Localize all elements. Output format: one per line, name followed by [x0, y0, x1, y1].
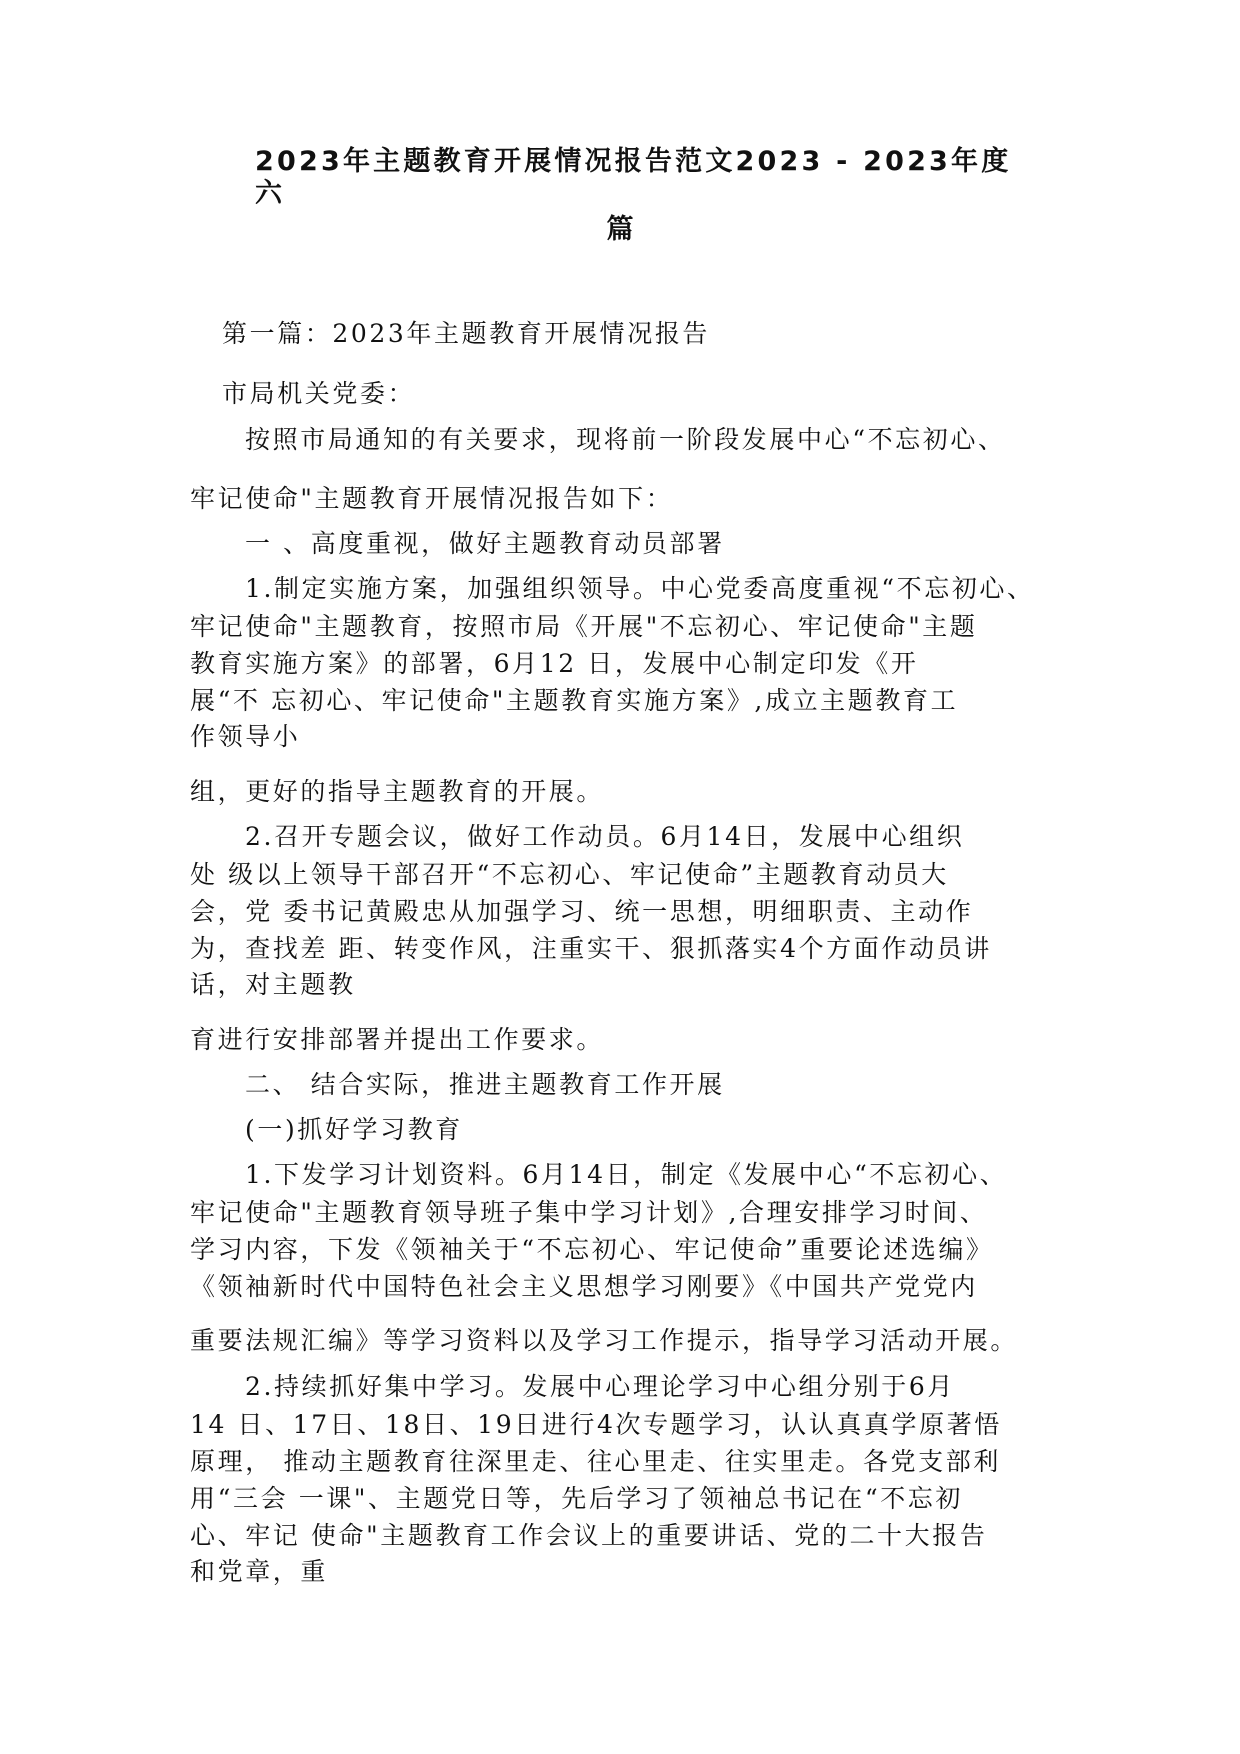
text-line: (一)抓好学习教育 [245, 1115, 463, 1144]
text-line: 第一篇：2023年主题教育开展情况报告 [222, 319, 711, 348]
text-line: 牢记使命"主题教育，按照市局《开展"不忘初心、牢记使命"主题 [190, 612, 978, 641]
text-line: 原理， 推动主题教育往深里走、往心里走、往实里走。各党支部利 [190, 1447, 1001, 1476]
text-line: 牢记使命"主题教育领导班子集中学习计划》,合理安排学习时间、 [190, 1198, 988, 1227]
text-line: 学习内容，下发《领袖关于“不忘初心、牢记使命”重要论述选编》 [190, 1235, 994, 1264]
text-line: 按照市局通知的有关要求，现将前一阶段发展中心“不忘初心、 [245, 425, 1006, 454]
document-title-line3: 篇 [606, 214, 634, 245]
text-line: 话，对主题教 [190, 970, 356, 999]
text-line: 重要法规汇编》等学习资料以及学习工作提示，指导学习活动开展。 [190, 1326, 1019, 1355]
text-line: 一 、高度重视，做好主题教育动员部署 [245, 529, 725, 558]
text-line: 牢记使命"主题教育开展情况报告如下： [190, 484, 674, 513]
text-line: 二、 结合实际，推进主题教育工作开展 [245, 1070, 725, 1099]
text-line: 为，查找差 距、转变作风，注重实干、狠抓落实4个方面作动员讲 [190, 934, 992, 963]
text-line: 展“不 忘初心、牢记使命"主题教育实施方案》,成立主题教育工 [190, 686, 959, 715]
text-line: 《领袖新时代中国特色社会主义思想学习刚要》《中国共产党党内 [190, 1272, 978, 1301]
text-line: 用“三会 一课"、主题党日等，先后学习了领袖总书记在“不忘初 [190, 1484, 964, 1513]
text-line: 组，更好的指导主题教育的开展。 [190, 777, 605, 806]
text-line: 14 日、17日、18日、19日进行4次专题学习，认认真真学原著悟 [190, 1410, 1002, 1439]
text-line: 教育实施方案》的部署，6月12 日，发展中心制定印发《开 [190, 649, 919, 678]
text-line: 2.召开专题会议，做好工作动员。6月14日，发展中心组织 [245, 822, 965, 851]
text-line: 会，党 委书记黄殿忠从加强学习、统一思想，明细职责、主动作 [190, 897, 974, 926]
text-line: 和党章，重 [190, 1557, 329, 1586]
text-line: 处 级以上领导干部召开“不忘初心、牢记使命”主题教育动员大 [190, 860, 949, 889]
text-line: 育进行安排部署并提出工作要求。 [190, 1025, 605, 1054]
text-line: 2.持续抓好集中学习。发展中心理论学习中心组分别于6月 [245, 1372, 955, 1401]
document-title-line2: 六 [255, 178, 286, 209]
text-line: 作领导小 [190, 722, 301, 751]
text-line: 市局机关党委： [222, 379, 416, 408]
text-line: 心、牢记 使命"主题教育工作会议上的重要讲话、党的二十大报告 [190, 1521, 988, 1550]
document-title-line1: 2023年主题教育开展情况报告范文2023 - 2023年度 [255, 146, 1012, 177]
text-line: 1.制定实施方案，加强组织领导。中心党委高度重视“不忘初心、 [245, 574, 1035, 603]
text-line: 1.下发学习计划资料。6月14日，制定《发展中心“不忘初心、 [245, 1160, 1008, 1189]
